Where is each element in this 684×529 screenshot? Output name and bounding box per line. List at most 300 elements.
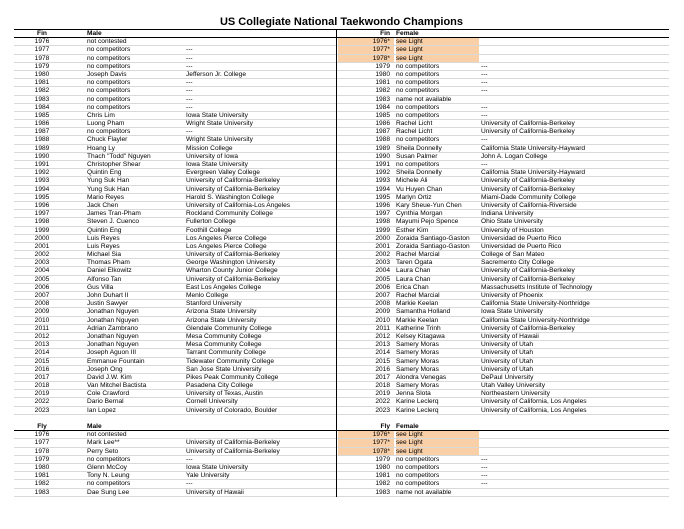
- male-year-cell: 1988: [34, 136, 50, 144]
- male-year-cell: 2019: [34, 390, 50, 398]
- female-name-cell: Kary Sheue-Yun Chen: [396, 201, 462, 209]
- male-name-cell: no competitors: [87, 46, 131, 54]
- male-name-cell: not contested: [87, 431, 127, 439]
- female-school-cell: California State University-Hayward: [481, 144, 586, 152]
- male-year-cell: 1990: [34, 152, 50, 160]
- male-name-cell: Mark Lee**: [87, 439, 120, 447]
- male-name-cell: Jonathan Nguyen: [87, 308, 139, 316]
- section-spacer: [14, 415, 669, 423]
- male-name-header: Male: [87, 30, 102, 37]
- female-school-cell: ---: [481, 111, 488, 119]
- male-name-cell: Christopher Shear: [87, 161, 141, 168]
- male-name-cell: Quintin Eng: [87, 226, 122, 234]
- female-name-cell: no competitors: [396, 472, 440, 480]
- male-year-cell: 2008: [34, 300, 50, 308]
- male-year-cell: 2022: [34, 398, 50, 406]
- male-school-cell: [186, 38, 336, 45]
- table-row: [14, 194, 669, 202]
- male-year-cell: 2012: [34, 332, 50, 340]
- female-name-cell: Mayumi Pejo Spence: [396, 218, 459, 226]
- female-year-cell: 1991: [375, 161, 390, 168]
- female-school-cell: Massachusetts Institute of Technology: [481, 283, 593, 291]
- female-name-cell: Sheila Donnelly: [396, 144, 442, 152]
- female-school-cell: California State University-Northridge: [481, 316, 590, 324]
- table-row: [14, 267, 669, 275]
- table-row: [14, 169, 669, 177]
- male-name-cell: Luis Reyes: [87, 242, 120, 250]
- male-school-cell: Pikes Peak Community College: [186, 373, 279, 381]
- female-name-cell: no competitors: [396, 70, 440, 78]
- male-school-cell: Stanford University: [186, 300, 242, 308]
- female-name-cell: Rachel Licht: [396, 120, 433, 128]
- male-year-cell: 1982: [34, 87, 50, 95]
- table-row: [14, 390, 669, 398]
- female-year-cell: 2007: [375, 292, 390, 299]
- table-row: [14, 112, 669, 120]
- female-school-cell: ---: [481, 161, 488, 168]
- female-name-cell: no competitors: [396, 455, 440, 463]
- section-header: [14, 30, 669, 38]
- female-year-cell: 1980: [375, 463, 390, 471]
- male-year-cell: 1982: [34, 480, 50, 488]
- table-row: [14, 439, 669, 447]
- female-school-cell: University of California-Berkeley: [481, 120, 575, 128]
- female-name-cell: Samery Moras: [396, 357, 439, 365]
- male-name-cell: John Duhart II: [87, 292, 129, 299]
- table-row: [14, 292, 669, 300]
- male-name-cell: Steven J. Cuenco: [87, 218, 140, 226]
- female-year-cell: 2000: [375, 234, 390, 242]
- male-school-cell: Fullerton College: [186, 218, 236, 226]
- female-year-cell: 2001: [375, 242, 390, 250]
- female-school-cell: University of California-Berkeley: [481, 267, 575, 275]
- female-school-cell: [481, 489, 669, 496]
- female-name-cell: no competitors: [396, 111, 440, 119]
- male-name-cell: not contested: [87, 38, 127, 46]
- male-school-cell: Wharton County Junior College: [186, 267, 278, 275]
- female-name-cell: no competitors: [396, 79, 440, 87]
- table-row: [14, 489, 669, 497]
- female-year-cell: 2010: [375, 316, 390, 324]
- female-year-cell: 2011: [375, 324, 390, 332]
- female-school-cell: Miami-Dade Community College: [481, 193, 576, 201]
- male-year-cell: 1976: [34, 431, 50, 439]
- male-year-cell: 1984: [34, 103, 50, 111]
- male-year-cell: 1986: [34, 120, 50, 128]
- male-year-cell: 1977: [34, 46, 50, 54]
- female-year-cell: 1983: [375, 488, 390, 496]
- table-row: [14, 243, 669, 251]
- female-school-cell: University of Utah: [481, 365, 534, 373]
- female-school-cell: John A. Logan College: [481, 152, 548, 160]
- male-school-cell: ---: [186, 480, 193, 488]
- male-school-cell: University of California-Berkeley: [186, 275, 280, 283]
- female-name-cell: Samantha Holland: [396, 308, 451, 316]
- female-school-cell: [481, 96, 669, 103]
- table-row: [14, 358, 669, 366]
- female-name-cell: no competitors: [396, 161, 440, 168]
- female-name-cell: no competitors: [396, 87, 440, 95]
- male-name-cell: no competitors: [87, 62, 131, 70]
- female-name-cell: Samery Moras: [396, 349, 439, 357]
- table-row: [14, 79, 669, 87]
- male-name-cell: Justin Sawyer: [87, 300, 129, 308]
- male-year-cell: 2013: [34, 341, 50, 349]
- male-school-cell: Cornell University: [186, 398, 238, 406]
- male-school-cell: Mesa Community College: [186, 332, 262, 340]
- male-name-cell: Chuck Flayler: [87, 136, 128, 144]
- male-name-cell: Thomas Pham: [87, 259, 130, 267]
- male-school-cell: ---: [186, 87, 193, 95]
- table-row: [14, 341, 669, 349]
- female-year-header: Fly: [380, 423, 390, 430]
- male-school-cell: University of California-Berkeley: [186, 439, 280, 447]
- male-name-cell: Jonathan Nguyen: [87, 316, 139, 324]
- male-year-cell: 1976: [34, 38, 50, 46]
- male-name-cell: no competitors: [87, 480, 131, 488]
- table-row: [14, 120, 669, 128]
- female-school-cell: University of Utah: [481, 341, 534, 349]
- table-row: [14, 218, 669, 226]
- female-school-cell: [481, 439, 669, 446]
- female-year-cell: 1994: [375, 185, 390, 193]
- female-year-cell: 1998: [375, 218, 390, 226]
- male-year-cell: 1987: [34, 128, 50, 136]
- male-name-cell: no competitors: [87, 103, 131, 111]
- female-year-cell: 2008: [375, 300, 390, 308]
- table-row: [14, 317, 669, 325]
- female-year-header: Fin: [380, 30, 390, 37]
- table-row: [14, 308, 669, 316]
- page-title: US Collegiate National Taekwondo Champions: [14, 15, 669, 30]
- female-school-cell: University of California-Riverside: [481, 201, 577, 209]
- male-name-cell: Michael Sia: [87, 251, 122, 259]
- female-year-cell: 1988: [375, 136, 390, 144]
- male-school-cell: ---: [186, 103, 193, 111]
- female-year-cell: 2002: [375, 251, 390, 259]
- female-year-cell: 2018: [375, 382, 390, 390]
- male-year-cell: 2017: [34, 373, 50, 381]
- male-school-cell: ---: [186, 54, 193, 62]
- male-name-cell: Joseph Aguon III: [87, 349, 137, 357]
- female-school-cell: University of California-Berkeley: [481, 177, 575, 185]
- female-year-cell: 1999: [375, 226, 390, 234]
- female-year-cell: 1990: [375, 152, 390, 160]
- female-name-cell: Karine Leclerq: [396, 406, 439, 414]
- female-name-cell: Katherine Trinh: [396, 324, 441, 332]
- female-school-cell: University of California-Berkeley: [481, 128, 575, 136]
- female-name-cell: Zoraida Santiago-Gaston: [396, 242, 470, 250]
- female-school-cell: ---: [481, 472, 488, 480]
- female-year-cell: 2012: [375, 332, 390, 340]
- male-name-cell: Jonathan Nguyen: [87, 341, 139, 349]
- male-school-cell: ---: [186, 455, 193, 463]
- female-school-cell: College of San Mateo: [481, 251, 545, 259]
- male-school-cell: Iowa State University: [186, 161, 248, 168]
- male-name-cell: Mario Reyes: [87, 193, 125, 201]
- male-year-header: Fin: [37, 30, 47, 37]
- male-year-cell: 2002: [34, 251, 50, 259]
- male-name-header: Male: [87, 423, 102, 430]
- female-name-cell: Sheila Donnelly: [396, 169, 442, 177]
- female-school-cell: University of Hawaii: [481, 332, 539, 340]
- male-year-cell: 2005: [34, 275, 50, 283]
- table-row: [14, 407, 669, 415]
- male-name-cell: Emmanue Fountain: [87, 357, 145, 365]
- female-year-cell: 1978*: [338, 448, 394, 455]
- female-name-header: Female: [396, 30, 419, 37]
- female-name-cell: name not available: [396, 488, 452, 496]
- table-row: [14, 464, 669, 472]
- female-year-cell: 1979: [375, 455, 390, 463]
- female-school-cell: ---: [481, 136, 488, 144]
- female-name-cell: Samery Moras: [396, 365, 439, 373]
- table-row: [14, 63, 669, 71]
- male-year-cell: 2011: [34, 324, 50, 332]
- male-year-cell: 1981: [34, 79, 50, 87]
- female-name-cell: no competitors: [396, 136, 440, 144]
- female-year-cell: 1976*: [338, 431, 394, 438]
- male-school-cell: University of California-Berkeley: [186, 177, 280, 185]
- table-row: [14, 96, 669, 104]
- female-school-cell: University of California-Berkeley: [481, 324, 575, 332]
- male-school-cell: Menlo College: [186, 292, 229, 299]
- female-year-cell: 2016: [375, 365, 390, 373]
- female-name-cell: Markie Keelan: [396, 316, 439, 324]
- table-row: [14, 284, 669, 292]
- female-name-cell: Samery Moras: [396, 341, 439, 349]
- male-year-cell: 1989: [34, 144, 50, 152]
- table-row: [14, 210, 669, 218]
- table-row: [14, 398, 669, 406]
- female-name-cell: see Light: [396, 38, 479, 45]
- female-school-cell: Universidad de Puerto Rico: [481, 242, 562, 250]
- female-year-cell: 2006: [375, 283, 390, 291]
- male-school-cell: University of California-Los Angeles: [186, 201, 291, 209]
- male-school-cell: ---: [186, 128, 193, 136]
- table-row: [14, 235, 669, 243]
- champions-table: [14, 30, 669, 497]
- male-school-cell: Tarrant Community College: [186, 349, 266, 357]
- female-school-cell: ---: [481, 79, 488, 87]
- male-school-cell: Jefferson Jr. College: [186, 70, 246, 78]
- male-name-cell: Hoang Ly: [87, 144, 115, 152]
- male-name-cell: Chris Lim: [87, 111, 115, 119]
- male-school-cell: ---: [186, 46, 193, 54]
- female-year-cell: 1976*: [338, 38, 394, 45]
- female-year-cell: 1982: [375, 480, 390, 488]
- table-row: [14, 333, 669, 341]
- female-year-cell: 1986: [375, 120, 390, 128]
- female-name-cell: see Light: [396, 439, 479, 446]
- male-year-cell: 2016: [34, 365, 50, 373]
- female-year-cell: 1984: [375, 103, 390, 111]
- table-row: [14, 276, 669, 284]
- table-row: [14, 161, 669, 169]
- male-school-cell: Foothill College: [186, 226, 232, 234]
- male-year-cell: 2018: [34, 382, 50, 390]
- table-row: [14, 104, 669, 112]
- male-school-cell: University of Hawaii: [186, 488, 244, 496]
- male-year-cell: 1978: [34, 447, 50, 455]
- male-name-cell: Alfonso Tan: [87, 275, 122, 283]
- male-name-cell: Jack Chen: [87, 201, 119, 209]
- table-row: [14, 374, 669, 382]
- female-year-cell: 1982: [375, 87, 390, 95]
- male-school-cell: Mission College: [186, 144, 233, 152]
- female-school-cell: University of California, Los Angeles: [481, 406, 587, 414]
- female-name-cell: Laura Chan: [396, 267, 431, 275]
- female-name-cell: Cynthia Morgan: [396, 210, 443, 218]
- male-school-cell: University of Colorado, Boulder: [186, 406, 278, 414]
- female-school-cell: ---: [481, 87, 488, 95]
- male-name-cell: Jonathan Nguyen: [87, 332, 139, 340]
- male-year-cell: 1991: [34, 161, 50, 168]
- male-name-cell: no competitors: [87, 54, 131, 62]
- male-school-cell: Wright State University: [186, 136, 253, 144]
- female-name-cell: Laura Chan: [396, 275, 431, 283]
- male-year-cell: 1977: [34, 439, 50, 447]
- female-year-cell: 2003: [375, 259, 390, 267]
- female-school-cell: Indiana University: [481, 210, 534, 218]
- male-school-cell: Pasadena City College: [186, 382, 254, 390]
- female-year-cell: 1992: [375, 169, 390, 177]
- table-row: [14, 472, 669, 480]
- male-year-cell: 2006: [34, 283, 50, 291]
- male-school-cell: Harold S. Washington College: [186, 193, 275, 201]
- male-name-cell: Tony N. Leung: [87, 472, 130, 480]
- female-year-cell: 1987: [375, 128, 390, 136]
- female-school-cell: [481, 431, 669, 438]
- female-school-cell: Utah Valley University: [481, 382, 546, 390]
- female-name-header: Female: [396, 423, 419, 430]
- female-school-cell: ---: [481, 70, 488, 78]
- female-year-cell: 2017: [375, 373, 390, 381]
- table-row: [14, 87, 669, 95]
- female-school-cell: University of California-Berkeley: [481, 185, 575, 193]
- female-name-cell: Zoraida Santiago-Gaston: [396, 234, 470, 242]
- male-school-cell: Glendale Community College: [186, 324, 272, 332]
- male-year-cell: 1992: [34, 169, 50, 177]
- male-name-cell: Yung Suk Han: [87, 177, 130, 185]
- female-name-cell: no competitors: [396, 463, 440, 471]
- male-school-cell: University of California-Berkeley: [186, 251, 280, 259]
- male-school-cell: Rockland Community College: [186, 210, 273, 218]
- female-name-cell: Rachel Licht: [396, 128, 433, 136]
- female-school-cell: University of Utah: [481, 349, 534, 357]
- female-school-cell: ---: [481, 103, 488, 111]
- male-year-cell: 2003: [34, 259, 50, 267]
- male-school-cell: University of Iowa: [186, 152, 239, 160]
- female-school-cell: Sacremento City College: [481, 259, 554, 267]
- male-name-cell: Perry Seto: [87, 447, 119, 455]
- male-year-cell: 1998: [34, 218, 50, 226]
- female-name-cell: Rachel Marcial: [396, 292, 440, 299]
- female-year-cell: 1993: [375, 177, 390, 185]
- female-school-cell: ---: [481, 463, 488, 471]
- male-name-cell: Gus Villa: [87, 283, 114, 291]
- male-year-cell: 1983: [34, 95, 50, 103]
- table-row: [14, 366, 669, 374]
- female-name-cell: Erica Chan: [396, 283, 429, 291]
- male-name-cell: Luong Pham: [87, 120, 125, 128]
- male-school-cell: Wright State University: [186, 120, 253, 128]
- female-year-cell: 1995: [375, 193, 390, 201]
- male-year-cell: 2014: [34, 349, 50, 357]
- female-year-cell: 1980: [375, 70, 390, 78]
- table-row: [14, 227, 669, 235]
- table-row: [14, 153, 669, 161]
- female-name-cell: Karine Leclerq: [396, 398, 439, 406]
- male-school-cell: Tidewater Community College: [186, 357, 275, 365]
- male-year-cell: 2009: [34, 308, 50, 316]
- male-name-cell: no competitors: [87, 87, 131, 95]
- female-year-cell: 2004: [375, 267, 390, 275]
- male-school-cell: ---: [186, 62, 193, 70]
- female-school-cell: Northeastern University: [481, 390, 550, 398]
- female-year-cell: 1979: [375, 62, 390, 70]
- male-school-cell: Iowa State University: [186, 111, 248, 119]
- table-row: [14, 38, 669, 46]
- male-school-cell: ---: [186, 95, 193, 103]
- male-school-cell: Arizona State University: [186, 316, 257, 324]
- female-year-cell: 1996: [375, 201, 390, 209]
- female-school-cell: ---: [481, 480, 488, 488]
- male-school-cell: Iowa State University: [186, 463, 248, 471]
- female-school-cell: [481, 448, 669, 455]
- male-year-cell: 1980: [34, 70, 50, 78]
- table-row: [14, 145, 669, 153]
- female-year-cell: 2015: [375, 357, 390, 365]
- male-year-cell: 1996: [34, 201, 50, 209]
- female-name-cell: name not available: [396, 95, 452, 103]
- male-name-cell: Van Mitchel Bactista: [87, 382, 147, 390]
- female-name-cell: no competitors: [396, 62, 440, 70]
- male-school-cell: ---: [186, 79, 193, 87]
- male-school-cell: Los Angeles Pierce College: [186, 234, 267, 242]
- male-name-cell: Luis Reyes: [87, 234, 120, 242]
- male-name-cell: Quintin Eng: [87, 169, 122, 177]
- female-name-cell: Alondra Venegas: [396, 373, 447, 381]
- table-row: [14, 480, 669, 488]
- table-row: [14, 55, 669, 63]
- male-school-cell: Los Angeles Pierce College: [186, 242, 267, 250]
- female-school-cell: Universidad de Puerto Rico: [481, 234, 562, 242]
- male-name-cell: Dae Sung Lee: [87, 488, 130, 496]
- male-name-cell: no competitors: [87, 455, 131, 463]
- female-name-cell: Kelsey Kitagawa: [396, 332, 445, 340]
- female-name-cell: Rachel Marcial: [396, 251, 440, 259]
- female-name-cell: Jenna Slota: [396, 390, 431, 398]
- female-school-cell: University of California-Berkeley: [481, 275, 575, 283]
- female-name-cell: Michele Ali: [396, 177, 428, 185]
- male-school-cell: East Los Angeles College: [186, 283, 262, 291]
- male-year-cell: 1994: [34, 185, 50, 193]
- male-year-cell: 1999: [34, 226, 50, 234]
- female-year-cell: 1985: [375, 111, 390, 119]
- male-school-cell: George Washington University: [186, 259, 276, 267]
- spreadsheet: [14, 15, 669, 497]
- female-name-cell: Marlyn Ortiz: [396, 193, 432, 201]
- female-name-cell: no competitors: [396, 480, 440, 488]
- male-school-cell: University of Texas, Austin: [186, 390, 263, 398]
- female-year-cell: 1978*: [338, 55, 394, 62]
- female-name-cell: see Light: [396, 448, 479, 455]
- female-name-cell: see Light: [396, 55, 479, 62]
- male-year-cell: 1979: [34, 455, 50, 463]
- section-header: [14, 423, 669, 431]
- female-school-cell: Iowa State University: [481, 308, 543, 316]
